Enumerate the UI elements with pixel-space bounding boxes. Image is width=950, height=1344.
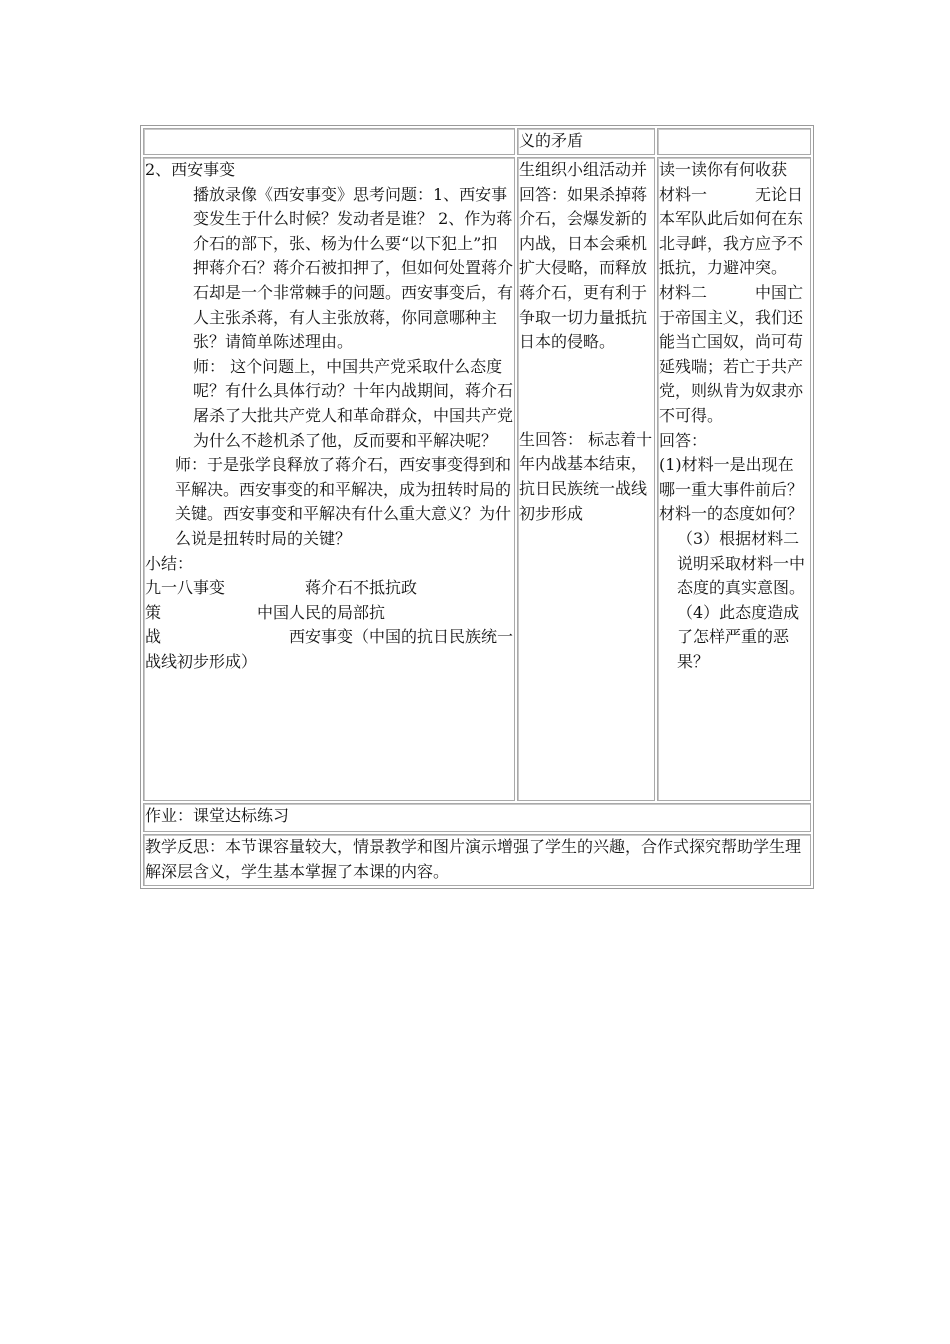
header-cell-materials bbox=[657, 128, 811, 155]
material-1: 材料一 无论日本军队此后如何在东北寻衅，我方应予不抵抗，力避冲突。 bbox=[659, 184, 804, 278]
summary-line-3: 战 西安事变（中国的抗日民族统一战线初步形成） bbox=[145, 627, 514, 671]
materials-cell bbox=[657, 157, 820, 801]
student-answer-2: 生回答： 标志着十年内战基本结束，抗日民族统一战线初步形成 bbox=[519, 429, 653, 523]
teacher-paragraph-3: 师：于是张学良释放了蒋介石，西安事变得到和平解决。西安事变的和平解决，成为扭转时局的关键。西安事变和平解决有什么重大意义？为什么说是扭转时局的关键？ bbox=[175, 455, 512, 548]
summary-line-2: 策 中国人民的局部抗 bbox=[145, 602, 386, 622]
student-activity-cell bbox=[517, 157, 655, 801]
question-3: （3）根据材料二说明采取材料一中态度的真实意图。 bbox=[677, 528, 806, 598]
teacher-paragraph-1: 播放录像《西安事变》思考问题：1、西安事变发生于什么时候？发动者是谁？ 2、作为蒋介石的部下，张、杨为什么要“以下犯上”扣押蒋介石？蒋介石被扣押了，但如何处置蒋介石却是一个非常棘手的问题。西安事变后，有人主张杀蒋，有人主张放蒋，你同意哪种主张？请简单陈述理由。 bbox=[193, 184, 514, 352]
question-4: （4）此态度造成了怎样严重的恶果？ bbox=[677, 602, 800, 671]
header-cell-teacher bbox=[143, 128, 515, 155]
table-row-homework bbox=[143, 803, 811, 832]
table-row-reflection bbox=[143, 834, 811, 886]
spacer bbox=[519, 355, 653, 428]
materials-title: 读一读你有何收获 bbox=[659, 160, 788, 179]
table-row-xian-incident bbox=[143, 157, 811, 801]
reflection-cell: 教学反思：本节课容量较大，情景教学和图片演示增强了学生的兴趣，合作式探究帮助学生理解深层含义，学生基本掌握了本课的内容。 bbox=[143, 834, 811, 886]
header-cell-student: 义的矛盾 bbox=[517, 128, 655, 155]
answer-label: 回答： bbox=[659, 430, 708, 450]
teacher-activity-cell bbox=[143, 157, 515, 801]
table-row-header bbox=[143, 128, 811, 155]
material-2: 材料二 中国亡于帝国主义，我们还能当亡国奴，尚可苟延残喘；若亡于共产党，则纵肯为奴隶亦不可得。 bbox=[659, 282, 804, 425]
summary-line-1: 九一八事变 蒋介石不抵抗政 bbox=[145, 578, 418, 598]
lesson-plan-table bbox=[140, 125, 820, 889]
teacher-paragraph-2: 师： 这个问题上，中国共产党采取什么态度呢？有什么具体行动？十年内战期间，蒋介石屠杀了大批共产党人和革命群众，中国共产党为什么不趁机杀了他，反而要和平解决呢？ bbox=[193, 356, 514, 450]
summary-label: 小结： bbox=[145, 553, 194, 573]
student-answer-1: 生组织小组活动并回答：如果杀掉蒋介石，会爆发新的内战，日本会乘机扩大侵略，而释放蒋介石，更有利于争取一切力量抵抗日本的侵略。 bbox=[519, 160, 648, 352]
section-heading: 2、西安事变 bbox=[145, 160, 236, 179]
homework-cell: 作业：课堂达标练习 bbox=[143, 803, 811, 832]
question-1: (1)材料一是出现在哪一重大事件前后？ 材料一的态度如何？ bbox=[659, 455, 820, 524]
